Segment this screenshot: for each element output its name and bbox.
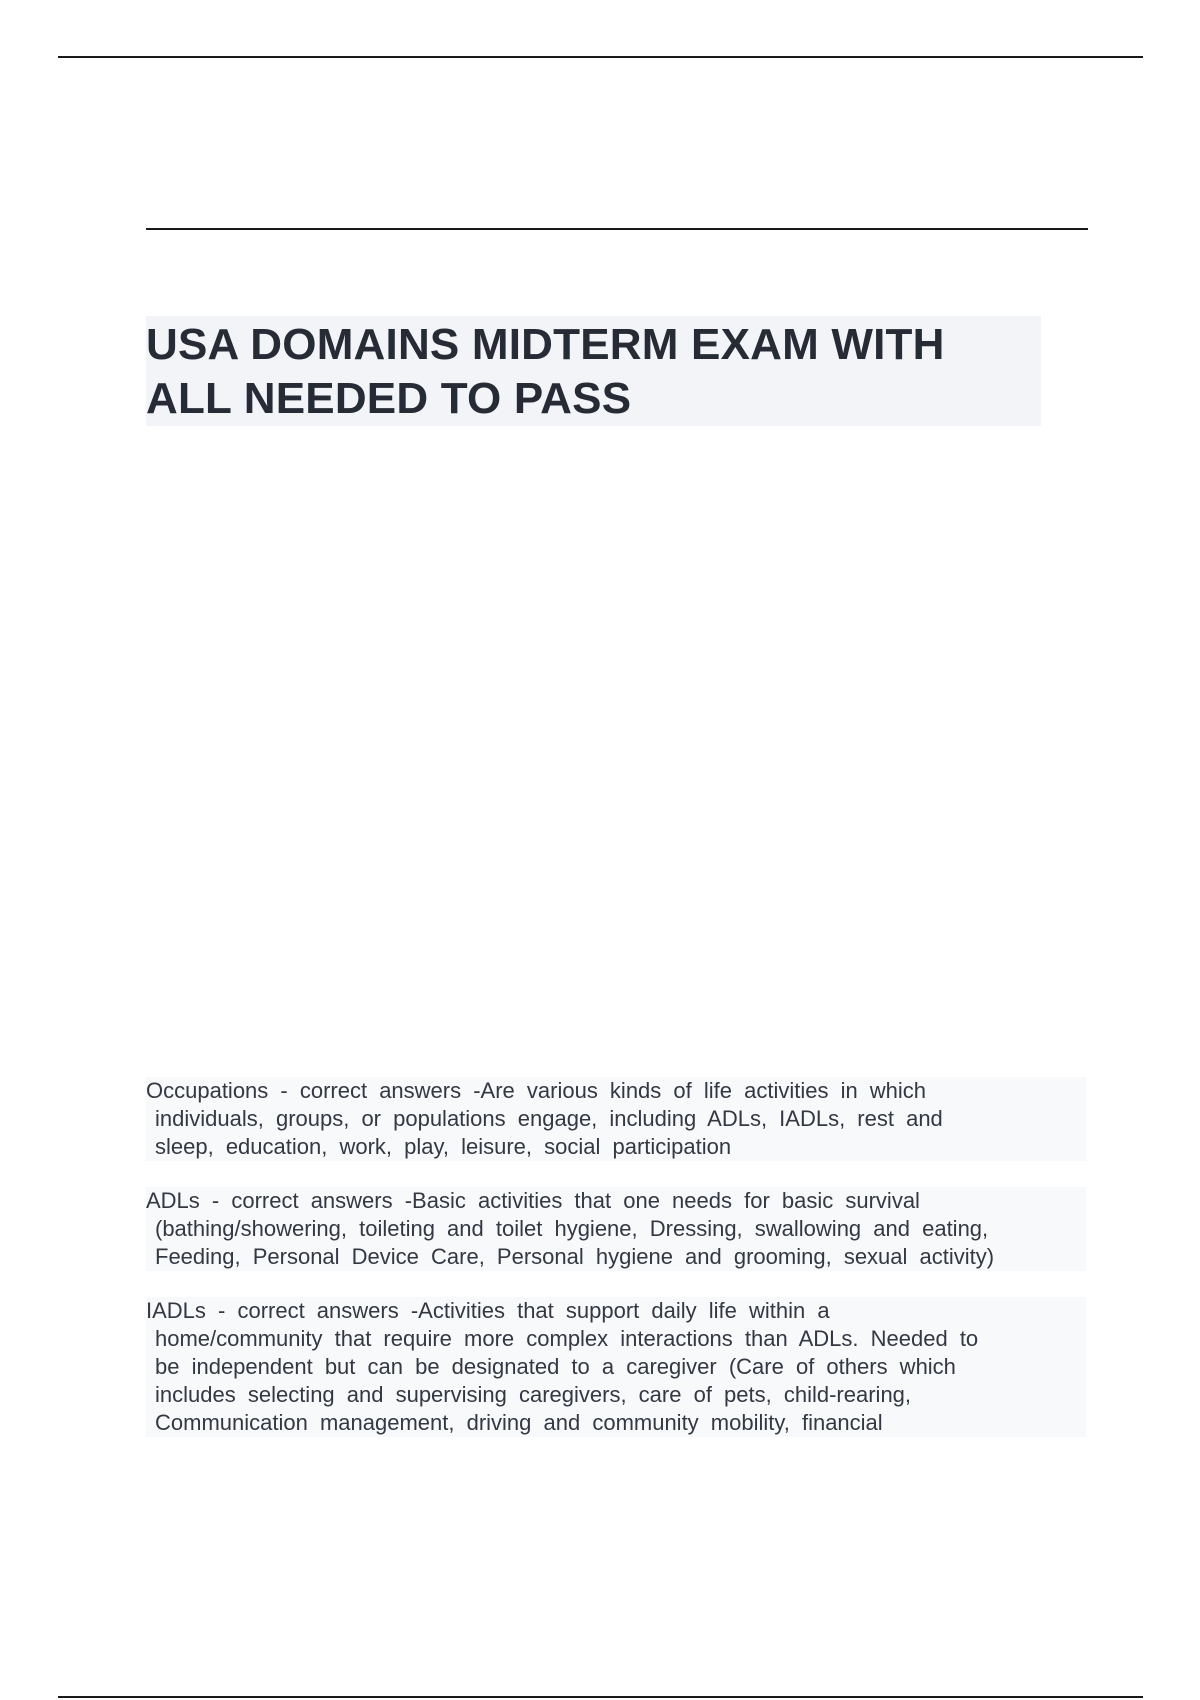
entry-line: includes selecting and supervising caregivers, care of pets, child-rearing, — [155, 1382, 912, 1407]
document-title — [146, 318, 1046, 426]
entry-line: Communication management, driving and community mobility, financial — [155, 1410, 883, 1435]
entry-line: home/community that require more complex interactions than ADLs. Needed to — [155, 1326, 979, 1351]
title-rule — [146, 228, 1088, 230]
entry-line: individuals, groups, or populations engage, including ADLs, IADLs, rest and — [155, 1106, 943, 1131]
entry-line: Feeding, Personal Device Care, Personal hygiene and grooming, sexual activity) — [155, 1244, 995, 1269]
title-line-1: USA DOMAINS MIDTERM EXAM WITH — [146, 320, 945, 369]
top-rule — [58, 56, 1143, 58]
title-line-2: ALL NEEDED TO PASS — [146, 374, 632, 423]
entry-line: be independent but can be designated to a caregiver (Care of others which — [155, 1354, 956, 1379]
entry-adls — [146, 1187, 1086, 1271]
entry-line: IADLs - correct answers -Activities that support daily life within a — [146, 1298, 830, 1323]
entries-list — [146, 1077, 1086, 1463]
entry-line: ADLs - correct answers -Basic activities that one needs for basic survival — [146, 1188, 920, 1213]
entry-line: sleep, education, work, play, leisure, social participation — [155, 1134, 732, 1159]
entry-iadls — [146, 1297, 1086, 1437]
entry-line: Occupations - correct answers -Are various kinds of life activities in which — [146, 1078, 927, 1103]
bottom-rule — [58, 1696, 1143, 1698]
entry-line: (bathing/showering, toileting and toilet hygiene, Dressing, swallowing and eating, — [155, 1216, 989, 1241]
entry-occupations — [146, 1077, 1086, 1161]
